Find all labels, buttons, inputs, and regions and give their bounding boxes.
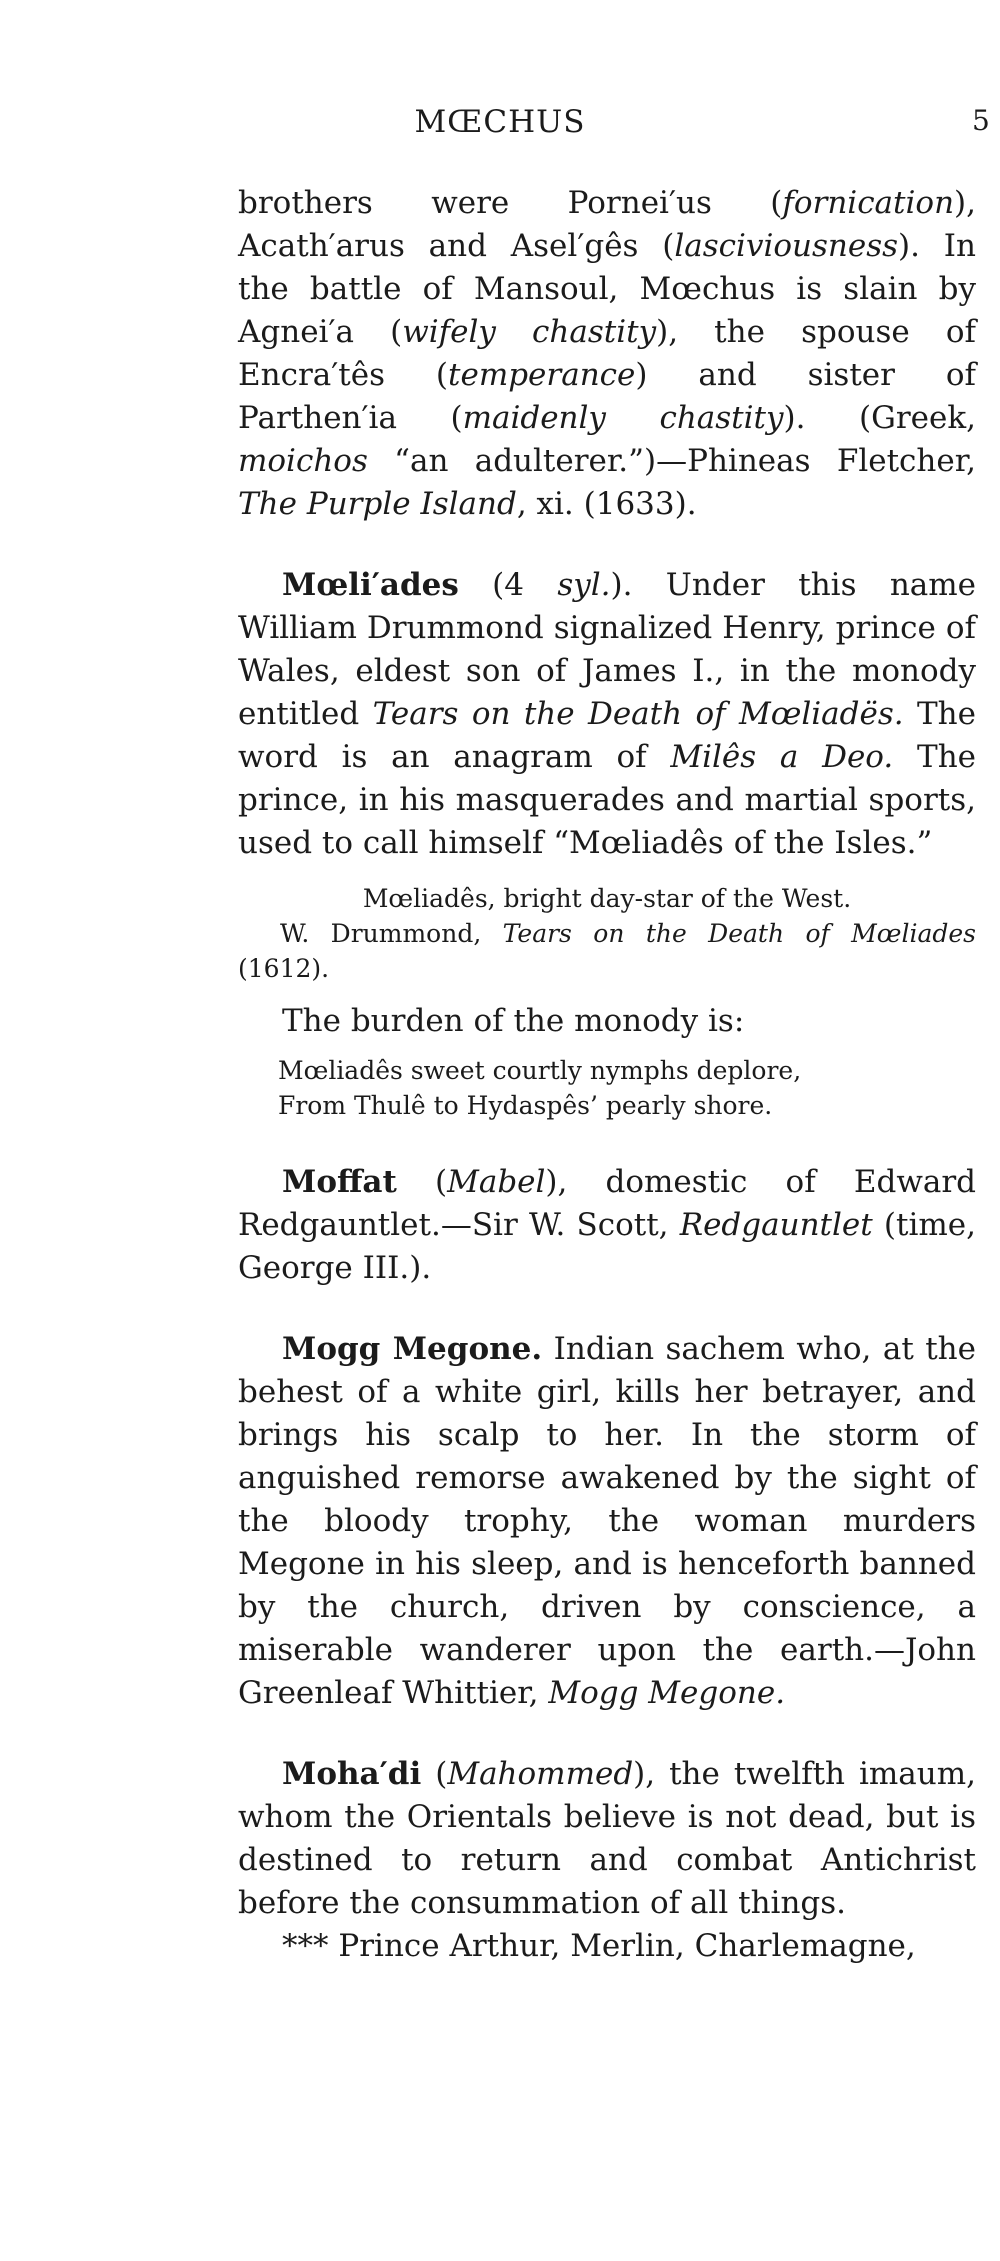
text-run: ( bbox=[421, 1756, 448, 1792]
entry-text: The burden of the monody is: bbox=[282, 1003, 745, 1039]
text-run: (1612). bbox=[238, 954, 330, 983]
text-run: brothers were Pornei′us ( bbox=[238, 185, 783, 221]
italic-text: Milês a Deo. bbox=[670, 739, 894, 775]
text-run: ). (Greek, bbox=[783, 400, 977, 436]
entry-moffat bbox=[238, 1161, 976, 1290]
text-column bbox=[238, 182, 976, 2006]
running-head: MŒCHUS bbox=[414, 104, 586, 140]
text-run: , xi. (1633). bbox=[516, 486, 697, 522]
page-edge-mark: 5 bbox=[972, 104, 990, 137]
headword: Mogg Megone. bbox=[282, 1331, 543, 1367]
text-run: The word is an anagram of bbox=[238, 696, 976, 775]
text-run: ). Under this name William Drummond signalized Henry, prince of Wales, eldest son of James I., in the monody entitled bbox=[238, 567, 977, 732]
entry-mohadi bbox=[238, 1753, 976, 1968]
text-run: Indian sachem who, at the behest of a white girl, kills her betrayer, and brings his scalp to her. In the storm of anguished remorse awakened by the sight of the bloody trophy, the woman murders Megone in his sleep, and is henceforth banned by the church, driven by conscience, a miserable wanderer upon the earth.—John Greenleaf Whittier, bbox=[238, 1331, 976, 1711]
text-run: ), Acath′arus and Asel′gês ( bbox=[238, 185, 976, 264]
italic-text: Tears on the Death of Mœliadës. bbox=[372, 696, 904, 732]
italic-text: maidenly chastity bbox=[462, 400, 784, 436]
note-line: *** Prince Arthur, Merlin, Charlemagne, bbox=[282, 1928, 916, 1964]
quote-citation bbox=[238, 916, 976, 986]
text-run: Mœliadês, bright day-star of the West. bbox=[362, 884, 852, 913]
text-run: ) and sister of Parthen′ia ( bbox=[238, 357, 976, 436]
entry-text bbox=[238, 1328, 976, 1715]
text-run: ). In the battle of Mansoul, Mœchus is slain by Agnei′a ( bbox=[238, 228, 977, 350]
quote-line bbox=[238, 881, 976, 916]
quotation bbox=[238, 881, 976, 986]
italic-text: Mogg Megone. bbox=[548, 1675, 786, 1711]
entry-moeliades bbox=[238, 564, 976, 1123]
text-run: ), domestic of Edward Redgauntlet.—Sir W. Scott, bbox=[238, 1164, 976, 1243]
italic-text: Mahommed bbox=[447, 1756, 634, 1792]
italic-text: Redgauntlet bbox=[679, 1207, 873, 1243]
text-run: (time, George III.). bbox=[238, 1207, 976, 1286]
text-run: ), the twelfth imaum, whom the Orientals believe is not dead, but is destined to return and combat Antichrist before the consummation of all things. bbox=[238, 1756, 976, 1921]
entry-mogg-megone bbox=[238, 1328, 976, 1715]
entry-text bbox=[238, 1161, 976, 1290]
italic-text: wifely chastity bbox=[402, 314, 657, 350]
headword: Mœli′ades bbox=[282, 567, 459, 603]
verse-line: From Thulê to Hydaspês’ pearly shore. bbox=[278, 1091, 773, 1120]
text-run: W. Drummond, bbox=[280, 919, 503, 948]
italic-text: Mabel bbox=[447, 1164, 546, 1200]
entry-text bbox=[238, 564, 976, 865]
verse-line: Mœliadês sweet courtly nymphs deplore, bbox=[278, 1056, 802, 1085]
italic-text: fornication bbox=[782, 185, 955, 221]
headword: Moffat bbox=[282, 1164, 397, 1200]
text-run: ( bbox=[396, 1164, 448, 1200]
italic-text: The Purple Island bbox=[238, 486, 517, 522]
italic-text: syl. bbox=[557, 567, 611, 603]
text-run: The prince, in his masquerades and martial sports, used to call himself “Mœliadês of the Isles.” bbox=[238, 739, 977, 861]
text-run: ), the spouse of Encra′tês ( bbox=[238, 314, 976, 393]
verse-quotation bbox=[238, 1053, 976, 1123]
entry-text bbox=[238, 1753, 976, 1925]
entry-text bbox=[238, 182, 976, 526]
italic-text: moichos bbox=[238, 443, 368, 479]
italic-text: Tears on the Death of Mœliades bbox=[502, 919, 976, 948]
text-run: (4 bbox=[458, 567, 558, 603]
italic-text: temperance bbox=[448, 357, 636, 393]
headword: Moha′di bbox=[282, 1756, 422, 1792]
entry-moechus-continuation bbox=[238, 182, 976, 526]
text-run: “an adulterer.”)—Phineas Fletcher, bbox=[367, 443, 976, 479]
italic-text: lasciviousness bbox=[674, 228, 899, 264]
